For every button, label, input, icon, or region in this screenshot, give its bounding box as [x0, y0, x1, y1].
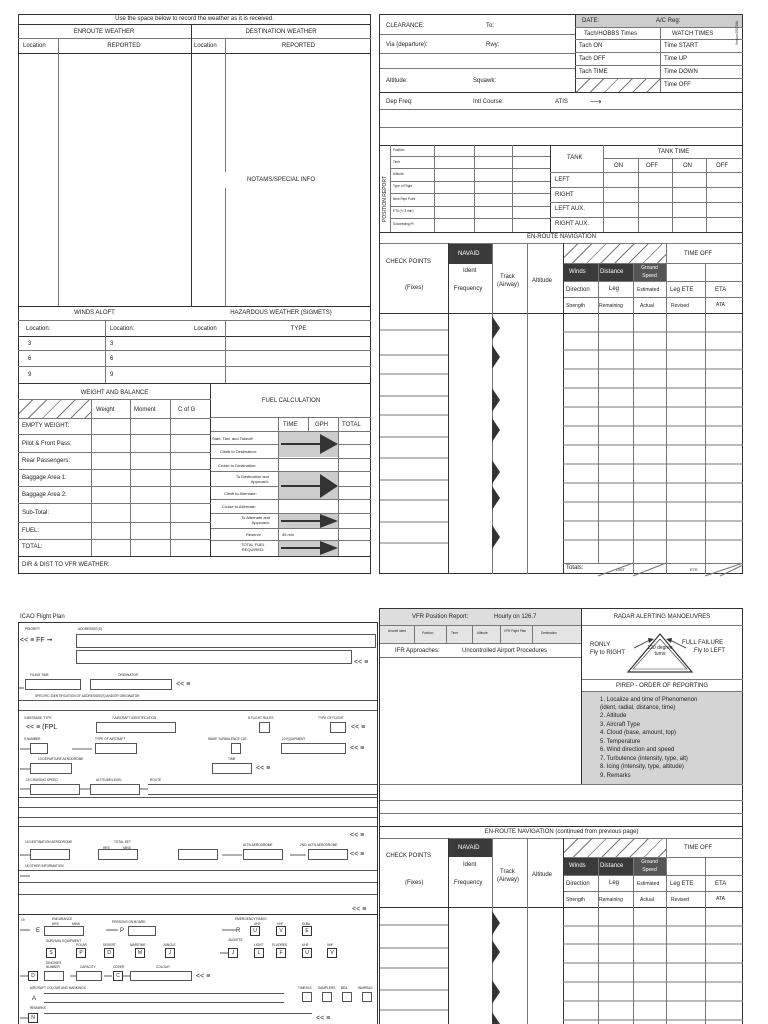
winds-aloft-heading: WINDS ALOFT: [74, 310, 115, 316]
winds-alt-6b: 6: [110, 356, 114, 362]
nav2-actual: Actual: [640, 897, 654, 903]
icao-ff: << ≡ FF ➞: [20, 637, 53, 644]
wb-fuel: FUEL:: [22, 528, 40, 534]
tank-left: LEFT: [555, 177, 570, 183]
wb-dir-dist: DIR & DIST TO VFR WEATHER:: [22, 562, 110, 568]
nav-remaining: Remaining: [599, 303, 623, 309]
nav2-direction: Direction: [566, 881, 590, 887]
radar-title: RADAR ALERTING MANOEUVRES: [613, 614, 711, 620]
nav-altitude: Altitude: [532, 278, 553, 284]
enroute-nav-cont-heading: EN-ROUTE NAVIGATION (continued from previous page): [484, 829, 639, 835]
weather-instruction: Use the space below to record the weather as it is received.: [115, 16, 274, 22]
wb-rear-pass: Rear Passengers:: [22, 458, 71, 464]
icao-uhf2: UHF: [302, 943, 309, 947]
vfr-col-time: Time: [451, 631, 458, 635]
icao-wake: WAKE TURBULENCE CAT.: [208, 737, 248, 741]
vfr-col-position: Position: [422, 631, 434, 635]
icao-mins2: MINS: [72, 922, 80, 926]
icao-light: LIGHT: [254, 943, 264, 947]
nav-ground: Ground: [641, 265, 658, 271]
ifr-approaches: IFR Approaches:: [395, 648, 440, 654]
nav2-distance: Distance: [600, 863, 624, 869]
nav-direction: Direction: [566, 287, 590, 293]
icao-title: ICAO Flight Plan: [20, 614, 65, 620]
icao-n-box[interactable]: N: [28, 1013, 38, 1023]
icao-fluores: FLUORES: [272, 943, 288, 947]
icao-elba: ELBA: [302, 922, 311, 926]
hazard-type-header: TYPE: [290, 326, 307, 332]
icao-end1: << ≡: [354, 659, 369, 666]
winds-alt-3a: 3: [28, 341, 32, 347]
icao-jackets: JACKETS: [228, 938, 243, 942]
fuel-reserve: Reserve :: [246, 532, 264, 537]
pos-eta: ETA (+/-3 min): [393, 209, 414, 213]
via-departure: Via (departure):: [386, 42, 428, 48]
icao-v2-box[interactable]: V: [327, 948, 337, 958]
icao-m-box[interactable]: M: [135, 948, 145, 958]
fuel-start-taxi: Start, Taxi, and Takeoff:: [212, 436, 254, 441]
nav2-speed: Speed: [642, 867, 657, 873]
winds-alt-6a: 6: [28, 356, 32, 362]
clearance-to: To:: [486, 23, 495, 29]
wb-pilot-front: Pilot & Front Pass:: [22, 441, 72, 447]
fuel-to-alt-approach: To Alternate and Approach:: [241, 515, 270, 525]
icao-vhf2: VHF: [327, 943, 334, 947]
tank-right-aux: RIGHT AUX.: [555, 221, 589, 227]
icao-end3: << ≡: [351, 724, 366, 731]
icao-v-box[interactable]: V: [276, 926, 286, 936]
hazard-location-header: Location: [194, 326, 217, 332]
nav2-eta: ETA: [715, 881, 727, 887]
altitude-label: Altitude:: [386, 78, 408, 84]
tank-off-1: OFF: [646, 163, 658, 169]
pirep-item-8: 8. Icing (intensity, type, altitude): [600, 764, 684, 770]
icao-route: ROUTE: [150, 778, 162, 782]
nav-airway: (Airway): [497, 282, 519, 288]
icao-fpl: << ≡ (FPL: [26, 724, 58, 731]
icao-end2: << ≡: [176, 681, 191, 688]
icao-c-box[interactable]: C: [113, 971, 123, 981]
tach-on: Tach ON: [579, 43, 603, 49]
nav2-track: Track: [500, 869, 515, 875]
icao-p-row: P: [120, 928, 125, 934]
dest-location-header: Location: [194, 43, 217, 49]
nav2-ground: Ground: [641, 859, 658, 865]
icao-polar: POLAR: [76, 943, 87, 947]
icao-priority: PRIORITY: [25, 627, 41, 631]
icao-cover: COVER: [113, 965, 125, 969]
pirep-item-1b: (ident, radial, distance, time): [600, 705, 676, 711]
icao-ac-colour: AIRCRAFT COLOUR AND MARKINGS: [30, 986, 86, 990]
nav2-remaining: Remaining: [599, 897, 623, 903]
wb-moment-header: Moment: [134, 407, 156, 413]
destination-weather-heading: DESTINATION WEATHER: [245, 29, 317, 35]
notams-heading: NOTAMS/SPECIAL INFO: [246, 177, 315, 183]
icao-maritime: MARITIME: [130, 943, 146, 947]
nav-leg-ete: Leg ETE: [670, 287, 694, 293]
pos-next-rept: Next Rept Point: [393, 197, 416, 201]
vfr-col-destination: Destination: [541, 631, 557, 635]
time-off: Time OFF: [664, 82, 691, 88]
fuel-total-required: TOTAL FUEL REQUIRED:: [241, 542, 265, 552]
pos-time: Time: [393, 160, 400, 164]
icao-number2: NUMBER: [46, 965, 60, 969]
nav-strength: Strength: [566, 303, 585, 309]
rwy-label: Rwy:: [486, 42, 500, 48]
atis-arrow: ⟶: [590, 97, 602, 106]
nav-time-off: TIME OFF: [684, 251, 712, 257]
nav2-revised: Revised: [671, 897, 690, 903]
icao-vhf: VHF: [277, 922, 284, 926]
icao-dinghies: DINGHIES: [46, 961, 62, 965]
pirep-item-9: 9. Remarks: [600, 773, 631, 779]
icao-altn2: 2ND. ALTN AERODROME: [300, 843, 338, 847]
nav-ata: ATA: [716, 302, 725, 308]
squawk-label: Squawk:: [473, 78, 497, 84]
icao-uhf: UHF: [254, 922, 261, 926]
icao-type-flight: TYPE OF FLIGHT: [318, 716, 344, 720]
icao-f-box[interactable]: F: [276, 948, 286, 958]
enroute-weather-heading: ENROUTE WEATHER: [73, 29, 135, 35]
icao-l-box[interactable]: L: [254, 948, 264, 958]
winds-location-1: Location:: [26, 326, 51, 332]
winds-alt-3b: 3: [110, 341, 114, 347]
radar-full-failure: FULL FAILURE: [682, 640, 724, 646]
radar-ronly: RONLY: [590, 642, 611, 648]
nav-check-points: CHECK POINTS: [386, 259, 432, 265]
nav2-ident: Ident: [463, 862, 477, 868]
pos-altitude: Altitude: [393, 172, 404, 176]
icao-endurance: ENDURANCE: [52, 917, 73, 921]
time-start: Time START: [664, 43, 698, 49]
nav-totals: Totals:: [566, 565, 584, 571]
icao-msg-type: 3 MESSAGE TYPE: [24, 716, 52, 720]
icao-field19: 19: [21, 918, 25, 922]
icao-specific: SPECIFIC IDENTIFICATION OF ADDRESSEE(S) AND/OR ORIGINATOR: [35, 694, 140, 698]
fuel-heading: FUEL CALCULATION: [261, 398, 321, 404]
radar-fly-right: Fly to RIGHT: [590, 650, 626, 656]
icao-end7: << ≡: [350, 851, 365, 858]
fuel-cruise-alt: Cruise to Alternate:: [222, 504, 257, 509]
watch-times-header: WATCH TIMES: [672, 31, 714, 37]
nav-dist: DIST: [616, 567, 626, 572]
wb-total: TOTAL:: [22, 544, 43, 550]
icao-samplers: SAMPLERS: [318, 986, 336, 990]
nav2-winds: Winds: [569, 863, 586, 869]
pirep-item-1: 1. Localize and time of Phenomenon: [600, 697, 698, 703]
tank-on-1: ON: [614, 163, 623, 169]
nav2-airway: (Airway): [497, 877, 519, 883]
nav-ident: Ident: [463, 268, 477, 274]
dest-reported-header: REPORTED: [281, 43, 316, 49]
pos-succeeding: Succeeding Pt: [393, 222, 414, 226]
nav2-leg-ete: Leg ETE: [670, 881, 694, 887]
pirep-item-6: 6. Wind direction and speed: [600, 747, 675, 753]
icao-hrs2: HRS: [52, 922, 59, 926]
fuel-cruise-dest: Cruise to Destination:: [218, 463, 257, 468]
icao-capacity: CAPACITY: [80, 965, 96, 969]
hazardous-weather-heading: HAZARDOUS WEATHER (SIGMETS): [230, 310, 332, 316]
pos-type-flight: Type of Flight: [393, 184, 413, 188]
icao-u-box[interactable]: U: [250, 926, 260, 936]
fuel-to-dest-approach: To Destination and Approach:: [235, 474, 269, 484]
icao-d-box[interactable]: D: [104, 948, 114, 958]
tank-on-2: ON: [683, 163, 692, 169]
icao-colour: COLOUR: [156, 965, 170, 969]
clearance-label: CLEARANCE:: [386, 23, 425, 29]
icao-equipment: 10 EQUIPMENT: [282, 737, 306, 741]
icao-j-box[interactable]: J: [165, 948, 175, 958]
icao-other: 18 OTHER INFORMATION: [25, 864, 64, 868]
wb-weight-header: Weight: [96, 407, 115, 413]
nav-speed: Speed: [642, 273, 657, 279]
enroute-nav-heading: EN-ROUTE NAVIGATION: [526, 234, 597, 240]
icao-d2-box[interactable]: D: [28, 971, 38, 981]
icao-timesls: TIMESLS: [298, 986, 312, 990]
tank-left-aux: LEFT AUX.: [555, 206, 585, 212]
nav-eta: ETA: [715, 287, 727, 293]
nav2-ata: ATA: [716, 896, 725, 902]
icao-bea: BEA: [341, 986, 348, 990]
icao-e-row: E: [36, 928, 41, 934]
version-label: Version 050728A: [735, 20, 739, 45]
nav2-navaid: NAVAID: [458, 845, 480, 851]
icao-end6: << ≡: [350, 832, 365, 839]
nav-distance: Distance: [600, 269, 624, 275]
icao-a-label: A: [32, 996, 37, 1002]
fuel-time-header: TIME: [283, 422, 298, 428]
nav2-strength: Strength: [566, 897, 585, 903]
icao-e-box[interactable]: E: [302, 926, 312, 936]
intl-course-label: Intl Course:: [473, 99, 504, 105]
nav2-altitude: Altitude: [532, 872, 553, 878]
tach-time: Tach TIME: [579, 69, 608, 75]
tank-right: RIGHT: [555, 192, 574, 198]
icao-originator: ORIGINATOR: [118, 673, 138, 677]
vfr-col-aircraft: Aircraft Ident: [387, 629, 407, 633]
pirep-item-5: 5. Temperature: [600, 739, 641, 745]
nav-ete: ETE: [690, 567, 698, 572]
nav-winds: Winds: [569, 269, 586, 275]
nav2-check-points: CHECK POINTS: [386, 853, 432, 859]
nav-leg: Leg: [609, 286, 620, 292]
icao-desert: DESERT: [103, 943, 116, 947]
icao-j2-box[interactable]: J: [228, 948, 238, 958]
icao-number: 9 NUMBER: [24, 737, 41, 741]
tank-header: TANK: [567, 155, 583, 161]
nav-navaid: NAVAID: [458, 251, 480, 257]
date-label: DATE:: [582, 18, 600, 24]
icao-addressees: ADDRESSEE(S): [78, 627, 102, 631]
icao-total-eet: TOTAL EET: [114, 840, 131, 844]
icao-altn-aero: ALTN AERODROME: [243, 843, 273, 847]
radar-degree: 120 degree turns: [647, 645, 673, 657]
nav-track: Track: [500, 274, 515, 280]
icao-s-box[interactable]: S: [46, 948, 56, 958]
dep-freq-label: Dep Freq:: [386, 99, 413, 105]
fuel-climb-dest: Climb to Destination:: [220, 449, 257, 454]
pirep-item-3: 3. Aircraft Type: [600, 722, 640, 728]
winds-alt-9a: 9: [28, 372, 32, 378]
nav2-time-off: TIME OFF: [684, 845, 712, 851]
icao-remarks: REMARKS: [30, 1006, 46, 1010]
icao-inmrsas: INMRSAS: [358, 986, 373, 990]
tach-off: Tach OFF: [579, 56, 606, 62]
icao-aircraft-id: 7 AIRCRAFT IDENTIFICATION: [112, 716, 157, 720]
icao-u2-box[interactable]: U: [302, 948, 312, 958]
icao-end4: << ≡: [350, 745, 365, 752]
nav2-estimated: Estimated: [637, 881, 660, 887]
tank-off-2: OFF: [716, 163, 728, 169]
icao-mins: MINS: [123, 846, 131, 850]
wb-cofg-header: C of G: [178, 407, 196, 413]
time-up: Time UP: [664, 56, 688, 62]
icao-emergency-radio: EMERGENCY RADIO: [235, 917, 267, 921]
icao-end10: << ≡: [316, 1015, 331, 1022]
pirep-item-4: 4. Cloud (base, amount, top): [600, 730, 677, 736]
icao-p2-box[interactable]: P: [76, 948, 86, 958]
ac-reg-label: A/C Reg:: [656, 18, 681, 24]
nav-revised: Revised: [671, 303, 690, 309]
icao-end9: << ≡: [196, 973, 211, 980]
nav2-fixes: (Fixes): [405, 880, 424, 886]
tach-hobbs-header: Tach/HOBBS Times: [584, 31, 638, 37]
winds-alt-9b: 9: [110, 372, 114, 378]
icao-type-aircraft: TYPE OF AIRCRAFT: [95, 737, 126, 741]
fuel-reserve-value: 45 min: [282, 532, 295, 537]
vfr-hourly: Hourly on 126.7: [494, 614, 537, 620]
wb-heading: WEIGHT AND BALANCE: [80, 390, 149, 396]
nav-fixes: (Fixes): [405, 285, 424, 291]
fuel-total-header: TOTAL: [342, 422, 361, 428]
icao-survival: SURVIVAL EQUIPMENT: [46, 939, 82, 943]
vfr-col-altitude: Altitude: [477, 631, 488, 635]
nav-estimated: Estimated: [637, 287, 660, 293]
icao-filing-time: FILING TIME: [30, 673, 49, 677]
icao-r-row: R: [236, 928, 241, 934]
icao-level: ALTITUDE/LEVEL: [96, 778, 122, 782]
wb-subtotal: Sub-Total:: [22, 510, 50, 516]
pirep-item-7: 7. Turbulence (intensity, type, alt): [600, 756, 688, 762]
wb-empty-weight: EMPTY WEIGHT:: [22, 423, 70, 429]
icao-dest-aero: 16 DESTINATION AERODROME: [25, 840, 73, 844]
fuel-gph-header: GPH: [315, 422, 329, 428]
icao-cruise-speed: 15 CRUISING SPEED: [26, 778, 58, 782]
icao-hrs: HRS: [103, 846, 110, 850]
time-down: Time DOWN: [664, 69, 698, 75]
enroute-reported-header: REPORTED: [107, 43, 141, 49]
pirep-item-2: 2. Altitude: [600, 713, 627, 719]
nav-actual: Actual: [640, 303, 654, 309]
icao-jungle: JUNGLE: [163, 943, 176, 947]
enroute-location-header: Location: [23, 43, 46, 49]
vfr-title: VFR Position Report:: [412, 614, 469, 620]
uncontrolled-procedures: Uncontrolled Airport Procedures: [462, 648, 548, 654]
wb-baggage-2: Baggage Area 2:: [22, 492, 67, 498]
icao-time: TIME: [228, 757, 236, 761]
winds-location-2: Location:: [110, 326, 135, 332]
radar-fly-left: Fly to LEFT: [694, 648, 726, 654]
tank-time-header: TANK TIME: [657, 149, 690, 155]
position-report-vertical: POSITION REPORT: [382, 175, 388, 222]
nav2-frequency: Frequency: [454, 880, 483, 886]
wb-baggage-1: Baggage Area 1:: [22, 475, 67, 481]
icao-end5: << ≡: [256, 765, 271, 772]
nav-frequency: Frequency: [454, 286, 483, 292]
icao-flight-rules: 8 FLIGHT RULES: [248, 716, 274, 720]
fuel-climb-alt: Climb to Alternate:: [224, 491, 257, 496]
vfr-col-vfr: VFR Flight Plan: [503, 629, 527, 633]
icao-persons: PERSONS ON BOARD: [112, 920, 146, 924]
atis-label: ATIS: [555, 99, 568, 105]
icao-dep-aero: 13 DEPARTURE AERODROME: [38, 757, 84, 761]
nav2-leg: Leg: [609, 880, 620, 886]
pirep-title: PIREP - ORDER OF REPORTING: [615, 683, 709, 689]
icao-end8: << ≡: [352, 906, 367, 913]
pos-position: Position: [393, 148, 405, 152]
